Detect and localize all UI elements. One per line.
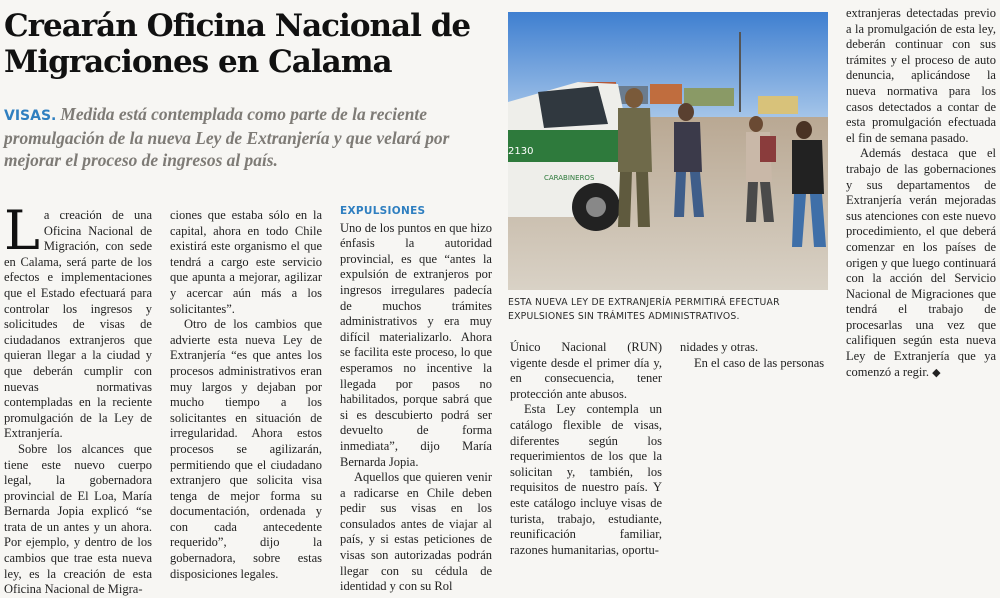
person-1-body — [674, 122, 702, 172]
person-3-body — [792, 140, 824, 194]
building — [758, 96, 798, 114]
train — [684, 88, 734, 106]
kicker: VISAS. — [4, 108, 57, 124]
col3-paragraph-2: Aquellos que quieren venir a radicarse en Chile deben pedir sus visas en los consulados antes de viajar al país, y si estas peticiones de visas son autorizadas podrán llegar con su cédula de identidad y con su Rol — [340, 470, 492, 594]
truck-label: CARABINEROS — [544, 174, 595, 182]
deck-text: Medida está contemplada como parte de la reciente promulgación de la nueva Ley de Extranjería y que velará por mejorar el proceso de ingresos al país. — [4, 104, 450, 170]
col6-paragraph-2 — [846, 146, 996, 380]
photo-caption: ESTA NUEVA LEY DE EXTRANJERÍA PERMITIRÁ EFECTUAR EXPULSIONES SIN TRÁMITES ADMINISTRATIVOS. — [508, 297, 780, 322]
column-4 — [510, 340, 662, 558]
photo-illustration — [508, 12, 828, 290]
deck — [4, 103, 504, 171]
col6-paragraph-2-text: Además destaca que el trabajo de las gobernaciones y sus departamentos de Extranjería verán mejoradas sus atenciones con este nuevo procedimiento, el que deberá comenzar en los países de origen y que luego continuará con la acción del Servicio Nacional de Migraciones que tendrá el trabajo de procesarlas una vez que califiquen según esta nueva Ley de Extranjería que ya comenzó a regir. — [846, 146, 996, 379]
col6-paragraph-1: extranjeras detectadas previo a la promulgación de esta ley, deberán continuar con sus trámites y el proceso de auto denuncia, aplicándose la nueva normativa para los casos detectados a contar de esta promulgación efectuada el fin de semana pasado. — [846, 6, 996, 145]
col4-paragraph-1: Único Nacional (RUN) vigente desde el primer día y, en consecuencia, tener protección ante abusos. — [510, 340, 662, 401]
col1-paragraph-1: a creación de una Oficina Nacional de Migración, con sede en Calama, será parte de los efectos e implementaciones que el Estado efectuará para controlar los ingresos y solicitudes de visas de ciudadanos extranjeros que quieran llegar a la ciudad y que deberán cumplir con nuevas normativas contempladas en la reciente promulgación de la Ley de Extranjería. — [4, 208, 152, 441]
person-3-head — [796, 121, 812, 139]
article-photo — [508, 12, 828, 290]
subhead-expulsiones: EXPULSIONES — [340, 205, 426, 217]
officer-head — [625, 88, 643, 108]
column-1 — [4, 199, 152, 598]
col5-paragraph-1: nidades y otras. — [680, 340, 759, 354]
container-3 — [650, 84, 682, 104]
person-1-head — [678, 103, 694, 121]
column-3 — [340, 204, 492, 595]
col2-paragraph-2: Otro de los cambios que advierte esta nueva Ley de Extranjería “es que antes los procesos administrativos eran muy largos y dejaban por mucho tiempo a los solicitantes en situación de irregularidad. Ahora estos procesos se agilizarán, permitiendo que el ciudadano extranjero que solicita visa tenga de mejor forma su documentación, ordenada y con cada antecedente requerido”, dijo la gobernadora, sobre estas disposiciones legales. — [170, 317, 322, 581]
truck-wheel-hub — [586, 197, 606, 217]
end-of-article-icon: ◆ — [932, 365, 941, 379]
col1-paragraph-2: Sobre los alcances que tiene este nuevo cuerpo legal, la gobernadora provincial de El Loa, María Bernarda Jopia explicó “se trata de un antes y un ahora. Por ejemplo, y dentro de los cambios que trae esta nueva ley, es la creación de esta Oficina Nacional de Migra- — [4, 441, 152, 597]
truck-number: 2130 — [508, 146, 534, 157]
person-2-backpack — [760, 136, 776, 162]
col2-paragraph-1: ciones que estaba sólo en la capital, ahora en todo Chile existirá este organismo el que tendrá a cargo este servicio que apunta a mejorar, agilizar y acercar aún más a los solicitantes”. — [170, 208, 322, 316]
column-2 — [170, 208, 322, 582]
col3-paragraph-1: Uno de los puntos en que hizo énfasis la autoridad provincial, es que “antes la expulsión de extranjeros por ingresos irregulares padecía de muchos trámites administrativos y era muy difícil materializarlo. Ahora se facilita este proceso, lo que esperamos no incentive la llegada por pasos no habilitados, porque sabrá que si es descubierto podrá ser devuelto de forma inmediata”, dijo María Bernarda Jopia. — [340, 220, 492, 469]
column-5 — [680, 340, 832, 371]
person-2-head — [749, 116, 763, 132]
truck-window — [538, 86, 608, 128]
col4-paragraph-2: Esta Ley contempla un catálogo flexible de visas, diferentes según los requerimientos de los que la solicitan y, también, los requisitos de nuestro país. Y este catálogo incluye visas de turista, trabajo, estudiante, reunificación familiar, razones humanitarias, oportu- — [510, 402, 662, 557]
headline: Crearán Oficina Nacional de Migraciones en Calama — [4, 8, 471, 80]
col5-paragraph-2: En el caso de las personas — [694, 355, 825, 370]
column-6 — [846, 6, 996, 380]
dropcap: L — [4, 199, 40, 262]
officer-body — [618, 108, 652, 172]
